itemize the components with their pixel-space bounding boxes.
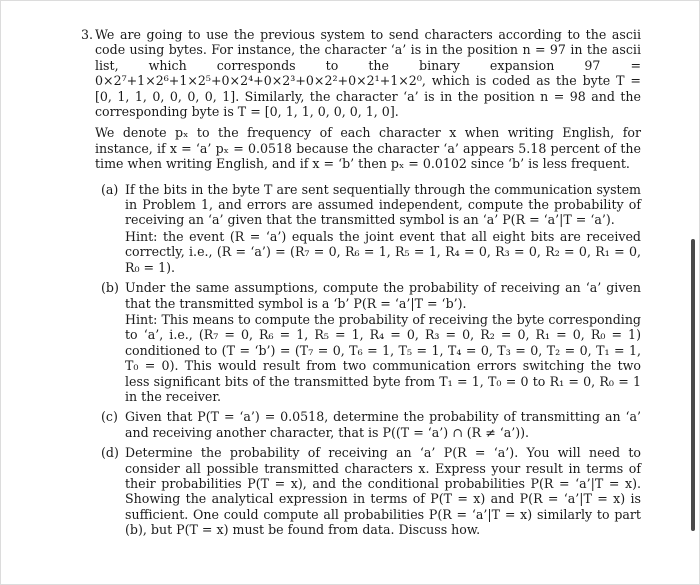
part-body xyxy=(125,280,641,404)
part-body xyxy=(125,445,641,537)
vertical-scrollbar[interactable] xyxy=(691,239,695,531)
part-body xyxy=(125,409,641,440)
part-c xyxy=(101,409,641,440)
part-text: If the bits in the byte T are sent sequentially through the communication system in Problem 1, and errors are assumed independent, compute the probability of receiving an ‘a’ given that the transmitted symbol is an ‘a’ P(R = ‘a’|T = ‘a’). xyxy=(125,181,641,228)
problem-body xyxy=(95,27,641,543)
problem-intro: We are going to use the previous system to send characters according to the ascii code using bytes. For instance, the character ‘a’ is in the position n = 97 in the ascii list, which corresponds to the binary expansion 97 = 0×2⁷+1×2⁶+1×2⁵+0×2⁴+0×2³+0×2²+0×2¹+1×2⁰, which is coded as the byte T = [0, 1, 1, 0, 0, 0, 0, 1]. Similarly, the character ‘a’ is in the position n = 98 and the corresponding byte is T = [0, 1, 1, 0, 0, 0, 1, 0]. xyxy=(95,27,641,120)
part-text: Determine the probability of receiving an ‘a’ P(R = ‘a’). You will need to consider all possible transmitted characters x. Express your result in terms of their probabilities P(T = x), and the conditional probabilities P(R = ‘a’|T = x). Showing the analytical expression in terms of P(T = x) and P(R = ‘a’|T = x) is sufficient. One could compute all probabilities P(R = ‘a’|T = x) similarly to part (b), but P(T = x) must be found from data. Discuss how. xyxy=(125,445,641,538)
problem-parts xyxy=(101,182,641,538)
document-content xyxy=(81,27,641,543)
part-hint: Hint: the event (R = ‘a’) equals the joint event that all eight bits are received correctly, i.e., (R = ‘a’) = (R₇ = 0, R₆ = 1, R₅ = 1, R₄ = 0, R₃ = 0, R₂ = 0, R₁ = 0, R₀ = 1). xyxy=(125,228,641,275)
part-hint: Hint: This means to compute the probability of receiving the byte corresponding to ‘a’, i.e., (R₇ = 0, R₆ = 1, R₅ = 1, R₄ = 0, R₃ = 0, R₂ = 0, R₁ = 0, R₀ = 1) conditioned to (T = ‘b’) = (T₇ = 0, T₆ = 1, T₅ = 1, T₄ = 0, T₃ = 0, T₂ = 0, T₁ = 1, T₀ = 0). This would result from two communication errors switching the two less significant bits of the transmitted byte from T₁ = 1, T₀ = 0 to R₁ = 0, R₀ = 1 in the receiver. xyxy=(125,311,641,404)
part-text: Given that P(T = ‘a’) = 0.0518, determine the probability of transmitting an ‘a’ and receiving another character, that is P((T = ‘a’) ∩ (R ≠ ‘a’)). xyxy=(125,409,641,440)
part-text: Under the same assumptions, compute the probability of receiving an ‘a’ given that the transmitted symbol is a ‘b’ P(R = ‘a’|T = ‘b’). xyxy=(125,280,641,311)
problem-frequency-paragraph: We denote pₓ to the frequency of each character x when writing English, for instance, if x = ‘a’ pₓ = 0.0518 because the character ‘a’ appears 5.18 percent of the time when writing English, and if x = ‘b’ then pₓ = 0.0102 since ‘b’ is less frequent. xyxy=(95,125,641,172)
part-label: (c) xyxy=(101,409,118,425)
part-a xyxy=(101,182,641,275)
problem-3 xyxy=(81,27,641,543)
part-d xyxy=(101,445,641,537)
problem-number: 3. xyxy=(81,27,94,42)
part-label: (a) xyxy=(101,181,119,197)
part-label: (d) xyxy=(101,445,119,461)
part-b xyxy=(101,280,641,404)
part-body xyxy=(125,182,641,275)
part-label: (b) xyxy=(101,280,119,296)
